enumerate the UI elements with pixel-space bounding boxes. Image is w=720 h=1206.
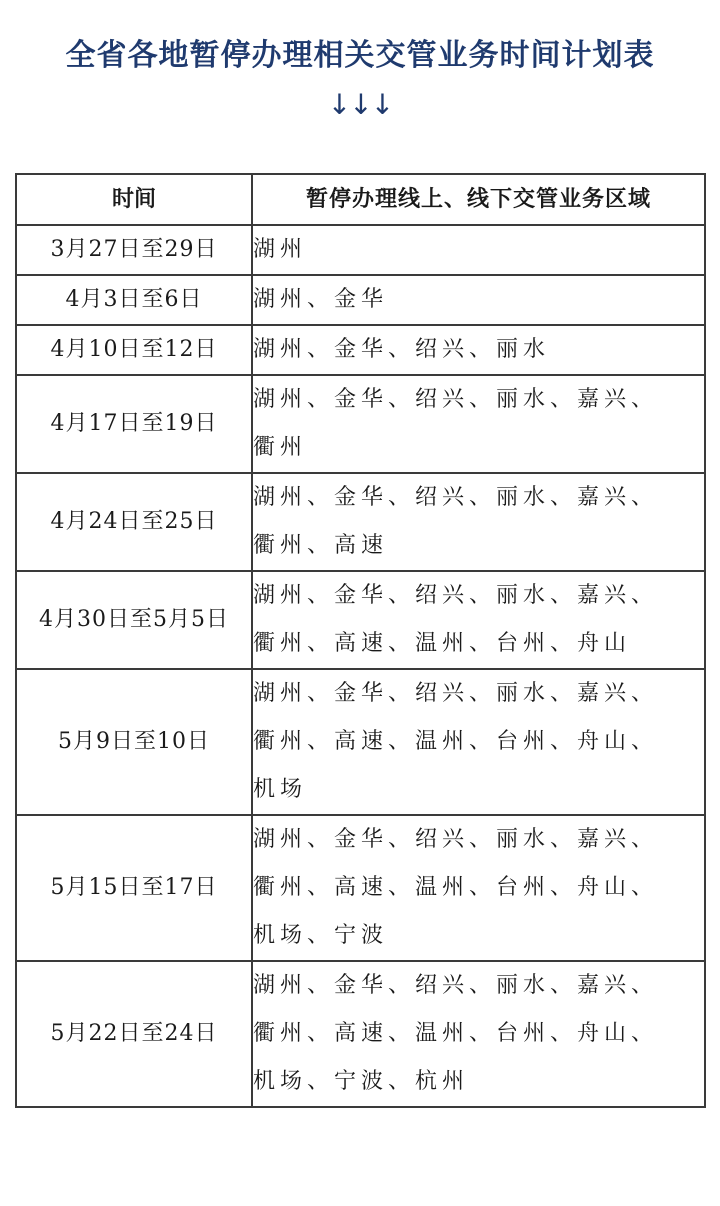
area-line: 湖州、金华、绍兴、丽水、嘉兴、 xyxy=(253,485,659,510)
area-line: 衢州、高速、温州、台州、舟山、 xyxy=(253,729,659,754)
area-line: 衢州、高速 xyxy=(253,533,389,558)
time-cell: 4月10日至12日 xyxy=(16,325,252,375)
table-row xyxy=(16,473,705,571)
time-cell: 4月17日至19日 xyxy=(16,375,252,473)
area-cell xyxy=(252,669,705,815)
time-cell: 5月9日至10日 xyxy=(16,669,252,815)
area-line: 湖州、金华、绍兴、丽水、嘉兴、 xyxy=(253,827,659,852)
area-line: 衢州 xyxy=(253,435,308,460)
time-cell: 3月27日至29日 xyxy=(16,225,252,275)
area-line: 机场、宁波、杭州 xyxy=(253,1069,470,1094)
table-row xyxy=(16,325,705,375)
area-cell xyxy=(252,325,705,375)
area-cell xyxy=(252,961,705,1107)
area-line: 湖州、金华、绍兴、丽水、嘉兴、 xyxy=(253,387,659,412)
area-cell xyxy=(252,275,705,325)
time-cell: 4月30日至5月5日 xyxy=(16,571,252,669)
time-cell: 5月15日至17日 xyxy=(16,815,252,961)
area-line: 湖州、金华、绍兴、丽水、嘉兴、 xyxy=(253,973,659,998)
area-line: 湖州、金华、绍兴、丽水、嘉兴、 xyxy=(253,583,659,608)
area-line: 湖州、金华、绍兴、丽水 xyxy=(253,337,551,362)
area-line: 机场 xyxy=(253,777,308,802)
area-line: 衢州、高速、温州、台州、舟山、 xyxy=(253,875,659,900)
area-line: 湖州、金华、绍兴、丽水、嘉兴、 xyxy=(253,681,659,706)
time-cell: 4月24日至25日 xyxy=(16,473,252,571)
table-row xyxy=(16,669,705,815)
area-cell xyxy=(252,571,705,669)
area-line: 湖州 xyxy=(253,237,308,262)
area-line: 湖州、金华 xyxy=(253,287,389,312)
area-cell xyxy=(252,225,705,275)
schedule-table xyxy=(15,173,706,1108)
area-cell xyxy=(252,375,705,473)
header-time: 时间 xyxy=(16,174,252,225)
table-row xyxy=(16,375,705,473)
table-row xyxy=(16,815,705,961)
down-arrows-icon: ↓↓↓ xyxy=(327,88,393,121)
area-line: 衢州、高速、温州、台州、舟山 xyxy=(253,631,632,656)
time-cell: 4月3日至6日 xyxy=(16,275,252,325)
area-cell xyxy=(252,473,705,571)
header-area: 暂停办理线上、线下交管业务区域 xyxy=(252,174,705,225)
table-header-row xyxy=(16,174,705,225)
time-cell: 5月22日至24日 xyxy=(16,961,252,1107)
table-row xyxy=(16,961,705,1107)
table-row xyxy=(16,225,705,275)
page-title: 全省各地暂停办理相关交管业务时间计划表 xyxy=(65,38,655,73)
area-line: 衢州、高速、温州、台州、舟山、 xyxy=(253,1021,659,1046)
area-cell xyxy=(252,815,705,961)
area-line: 机场、宁波 xyxy=(253,923,389,948)
table-row xyxy=(16,571,705,669)
table-row xyxy=(16,275,705,325)
